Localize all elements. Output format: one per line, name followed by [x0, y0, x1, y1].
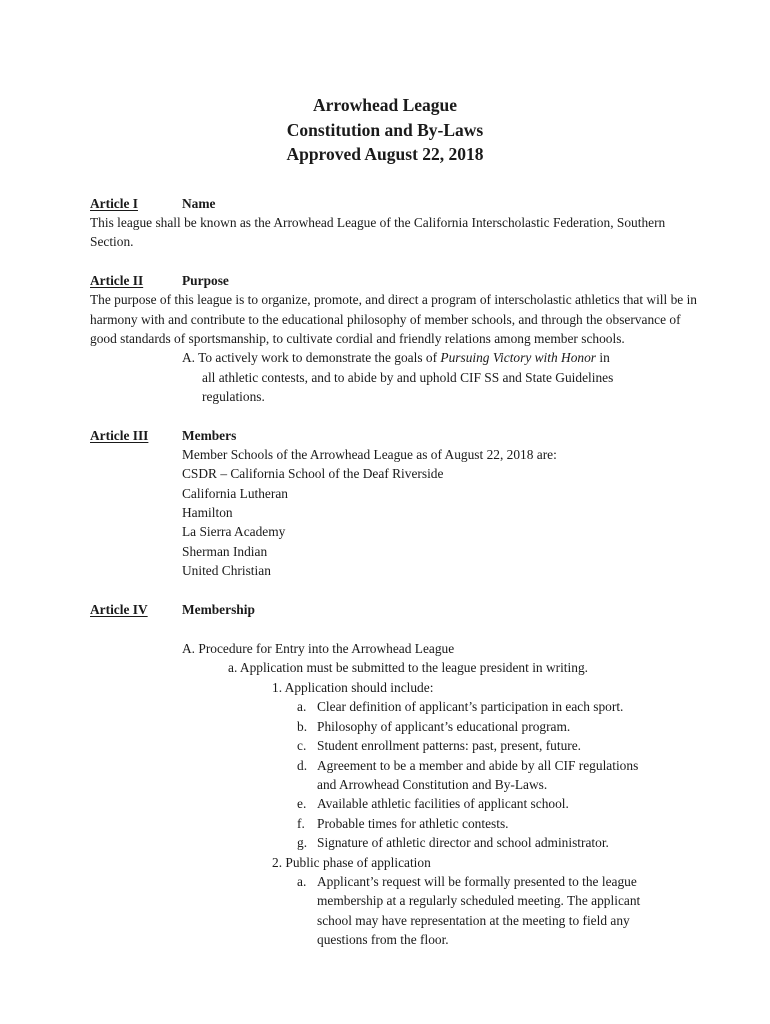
article-2-item-a-italic: Pursuing Victory with Honor — [440, 350, 596, 365]
article-3-intro: Member Schools of the Arrowhead League as of August 22, 2018 are: — [182, 447, 557, 462]
list-item-continued: and Arrowhead Constitution and By-Laws. — [317, 777, 548, 792]
article-4-section-a: A. Procedure for Entry into the Arrowhead League — [182, 641, 455, 656]
member-school: Sherman Indian — [182, 544, 268, 559]
list-item: Philosophy of applicant’s educational program. — [317, 719, 571, 734]
article-2-item-a-post: in — [596, 350, 610, 365]
article-4-heading: Membership — [182, 602, 255, 617]
list-marker: e. — [297, 796, 307, 811]
article-4-item-1: 1. Application should include: — [272, 680, 434, 695]
article-1-text-line-1: This league shall be known as the Arrowhead League of the California Interscholastic Federation, Southern — [90, 215, 666, 230]
list-item: Clear definition of applicant’s participation in each sport. — [317, 699, 624, 714]
list-marker: g. — [297, 835, 308, 850]
list-item-continued: questions from the floor. — [317, 932, 449, 947]
article-4-item-a: a. Application must be submitted to the league president in writing. — [228, 660, 588, 675]
article-4-item-2: 2. Public phase of application — [272, 855, 431, 870]
article-4-label: Article IV — [90, 602, 148, 617]
member-school: Hamilton — [182, 505, 233, 520]
member-school: CSDR – California School of the Deaf Riverside — [182, 466, 444, 481]
article-3-label: Article III — [90, 428, 149, 443]
article-2-text-line-2: harmony with and contribute to the educational philosophy of member schools, and through the observance of — [90, 312, 681, 327]
member-school: California Lutheran — [182, 486, 288, 501]
list-item: Applicant’s request will be formally presented to the league — [317, 874, 637, 889]
list-item: Agreement to be a member and abide by all CIF regulations — [317, 758, 639, 773]
list-item: Student enrollment patterns: past, present, future. — [317, 738, 582, 753]
title-line-3: Approved August 22, 2018 — [286, 144, 484, 164]
list-item: Signature of athletic director and school administrator. — [317, 835, 609, 850]
list-item-continued: school may have representation at the meeting to field any — [317, 913, 630, 928]
article-2-item-a-line-2: all athletic contests, and to abide by and uphold CIF SS and State Guidelines — [202, 370, 614, 385]
member-school: La Sierra Academy — [182, 524, 286, 539]
article-2-label: Article II — [90, 273, 144, 288]
list-marker: f. — [297, 816, 305, 831]
article-2-item-a-pre: A. To actively work to demonstrate the goals of — [182, 350, 441, 365]
article-2-item-a-line-3: regulations. — [202, 389, 265, 404]
title-line-1: Arrowhead League — [312, 95, 458, 115]
article-2-heading: Purpose — [182, 273, 229, 288]
list-marker: a. — [297, 874, 307, 889]
list-item-continued: membership at a regularly scheduled meeting. The applicant — [317, 893, 641, 908]
list-marker: a. — [297, 699, 307, 714]
article-2-text-line-3: good standards of sportsmanship, to cultivate cordial and friendly relations among member schools. — [90, 331, 625, 346]
article-3-heading: Members — [182, 428, 237, 443]
article-1-label: Article I — [90, 196, 138, 211]
list-marker: b. — [297, 719, 308, 734]
list-item: Available athletic facilities of applicant school. — [317, 796, 569, 811]
member-school: United Christian — [182, 563, 271, 578]
document-title — [0, 93, 770, 167]
article-2-text-line-1: The purpose of this league is to organize, promote, and direct a program of interscholastic athletics that will be in — [90, 292, 697, 307]
list-marker: c. — [297, 738, 307, 753]
article-1-text-line-2: Section. — [90, 234, 134, 249]
article-2-item-a — [182, 348, 610, 368]
title-line-2: Constitution and By-Laws — [286, 119, 484, 140]
list-item: Probable times for athletic contests. — [317, 816, 509, 831]
article-1-heading: Name — [182, 196, 216, 211]
list-marker: d. — [297, 758, 308, 773]
